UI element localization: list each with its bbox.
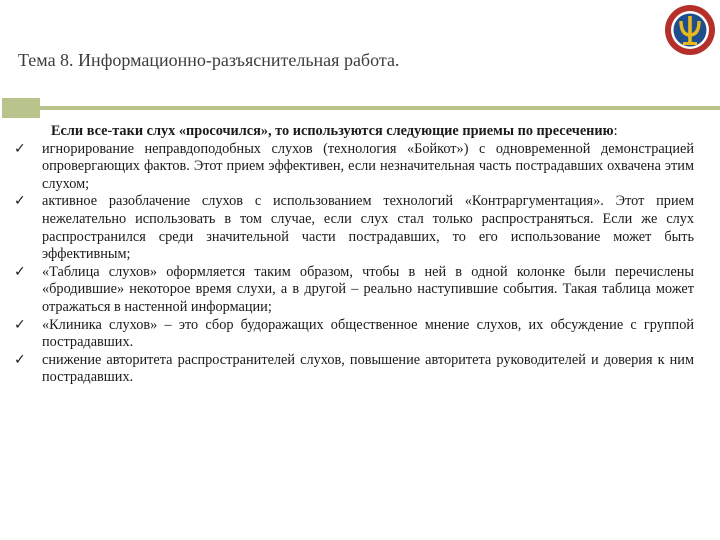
accent-rule xyxy=(40,106,720,110)
checkmark-icon: ✓ xyxy=(14,351,26,368)
intro-lead: Если все-таки слух «просочился», то используются следующие приемы по пресечению xyxy=(51,123,614,139)
list-item xyxy=(14,317,694,352)
accent-square xyxy=(2,98,40,118)
psi-emblem-icon xyxy=(664,4,716,56)
list-item-text: «Таблица слухов» оформляется таким образом, чтобы в ней в одной колонке были перечислены «бродившие» некоторое время слухи, а в другой – реально наступившие события. Такая таблица может отражаться в настенной информации; xyxy=(42,263,694,315)
list-item xyxy=(14,352,694,387)
list-item xyxy=(14,141,694,194)
list-item-text: активное разоблачение слухов с использованием технологий «Контраргументация». Этот прием нежелательно использовать в том случае, если слух стал только распространяться. Если же слух распространился среди значительной части пострадавших, то его использование может быть эффективным; xyxy=(42,193,694,263)
checkmark-icon: ✓ xyxy=(14,316,26,333)
list-item-text: игнорирование неправдоподобных слухов (технология «Бойкот») с одновременной демонстрацией опровергающих фактов. Этот прием эффективен, если незначительная часть пострадавших охвачена этим слухом; xyxy=(42,140,694,192)
intro-colon: : xyxy=(613,123,618,139)
checkmark-icon: ✓ xyxy=(14,193,26,210)
list-item xyxy=(14,264,694,317)
slide-title: Тема 8. Информационно-разъяснительная работа. xyxy=(18,50,400,70)
technique-list xyxy=(14,141,694,387)
checkmark-icon: ✓ xyxy=(14,263,26,280)
list-item-text: снижение авторитета распространителей слухов, повышение авторитета руководителей и доверия к ним пострадавших. xyxy=(42,351,694,386)
slide-body xyxy=(14,123,694,387)
checkmark-icon: ✓ xyxy=(14,140,26,157)
list-item-text: «Клиника слухов» – это сбор будоражащих общественное мнение слухов, их обсуждение с группой пострадавших. xyxy=(42,316,694,351)
intro-paragraph xyxy=(14,123,694,141)
list-item xyxy=(14,193,694,263)
